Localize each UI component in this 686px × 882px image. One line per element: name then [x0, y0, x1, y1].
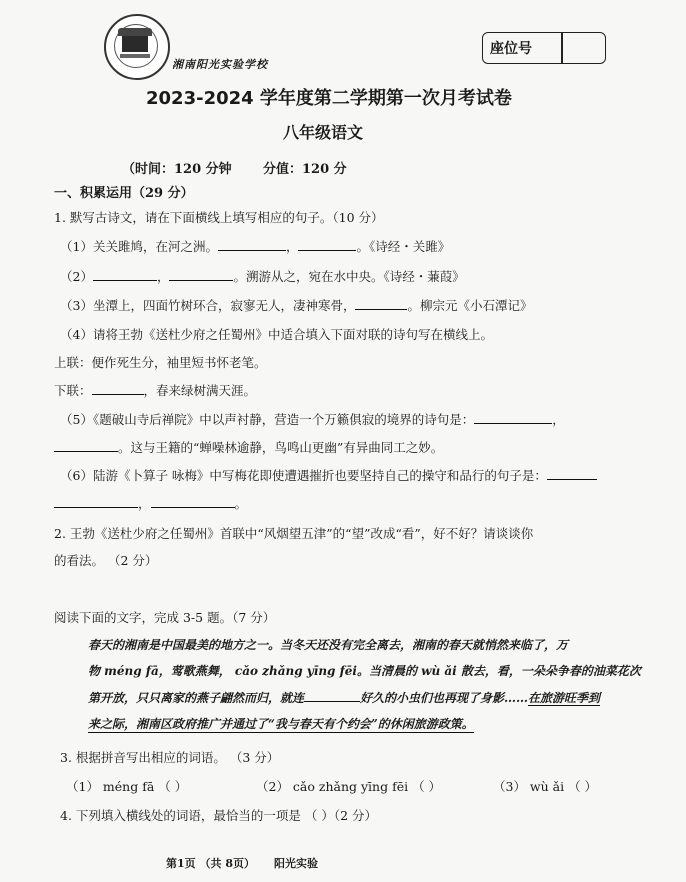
- seat-number-label: 座位号: [490, 41, 532, 57]
- answer-blank[interactable]: [151, 495, 235, 508]
- q1-item-6-prompt: （6）陆游《卜算子 咏梅》中写梅花即使遭遇摧折也要坚持自己的操守和品行的句子是：: [60, 468, 547, 483]
- answer-blank[interactable]: [54, 495, 138, 508]
- exam-score: 分值：120 分: [263, 162, 347, 177]
- answer-blank[interactable]: [93, 268, 157, 281]
- couplet-lower-text: ，春来绿树满天涯。: [143, 383, 257, 398]
- passage-line-3-b: 好久的小虫们也再现了身影……: [360, 691, 529, 705]
- question-2-cont: 的看法。 （2 分）: [54, 553, 158, 568]
- seat-number-box[interactable]: [482, 32, 606, 64]
- q1-item-5-prompt: （5）《题破山寺后禅院》中以声衬静，营造一个万籁俱寂的境界的诗句是：: [60, 412, 475, 427]
- q1-item-6-cont: [54, 494, 247, 512]
- q1-item-2: [60, 267, 465, 285]
- punct: 。: [234, 496, 248, 511]
- underlined-sentence: 在旅游旺季到: [528, 691, 601, 705]
- punct: ，: [285, 239, 299, 254]
- answer-blank[interactable]: [304, 689, 360, 702]
- logo-building: [122, 36, 148, 52]
- school-logo: [104, 14, 170, 80]
- q1-item-3-source: 。柳宗元《小石潭记》: [407, 298, 533, 313]
- couplet-lower-label: 下联：: [54, 383, 92, 398]
- question-2: 2. 王勃《送杜少府之任蜀州》首联中“风烟望五津”的“望”改成“看”，好不好？请谈谈你: [54, 526, 534, 541]
- passage-line-3: [88, 689, 600, 706]
- question-4: 4. 下列填入横线处的词语，最恰当的一项是 （ ）（2 分）: [60, 808, 378, 823]
- q1-item-2-prompt: （2）: [60, 269, 93, 284]
- q1-item-4: （4）请将王勃《送杜少府之任蜀州》中适合填入下面对联的诗句写在横线上。: [60, 327, 493, 342]
- q1-item-5: [60, 410, 565, 428]
- q3-item-1: （1） méng fā （ ）: [66, 779, 188, 794]
- exam-title: 2023-2024 学年度第二学期第一次月考试卷: [146, 88, 512, 109]
- exam-subtitle: 八年级语文: [283, 123, 364, 142]
- q1-item-5-note: 。这与王籍的“蝉噪林逾静，鸟鸣山更幽”有异曲同工之妙。: [118, 440, 444, 455]
- passage-line-1: 春天的湘南是中国最美的地方之一。当冬天还没有完全离去，湘南的春天就悄然来临了，万: [88, 638, 569, 652]
- q1-item-2-source: 。溯游从之，宛在水中央。《诗经・蒹葭》: [233, 269, 465, 284]
- q1-item-6: [60, 466, 597, 484]
- q1-item-5-cont: [54, 438, 443, 456]
- passage-line-3-a: 第开放，只只离家的燕子翩然而归，就连: [88, 691, 305, 705]
- punct: ，: [552, 412, 565, 427]
- q1-item-3-prompt: （3）坐潭上，四面竹树环合，寂寥无人，凄神寒骨，: [60, 298, 356, 313]
- reading-intro: 阅读下面的文字，完成 3-5 题。（7 分）: [54, 610, 276, 625]
- q1-item-1: [60, 237, 450, 255]
- answer-blank[interactable]: [54, 439, 118, 452]
- answer-blank[interactable]: [355, 297, 407, 310]
- exam-time: （时间：120 分钟: [122, 162, 232, 177]
- couplet-lower: [54, 381, 256, 399]
- question-1: 1. 默写古诗文，请在下面横线上填写相应的句子。（10 分）: [54, 210, 384, 225]
- q1-item-1-source: 。《诗经・关雎》: [356, 239, 451, 254]
- school-name: 湘南阳光实验学校: [172, 58, 268, 71]
- answer-blank[interactable]: [218, 238, 286, 251]
- answer-blank[interactable]: [92, 382, 144, 395]
- page-number: 第1页 （共 8页）: [166, 857, 255, 870]
- q1-item-3: [60, 296, 532, 314]
- question-3: 3. 根据拼音写出相应的词语。 （3 分）: [60, 750, 280, 765]
- q3-item-2: （2） cǎo zhǎng yīng fēi （ ）: [256, 779, 442, 794]
- punct: ，: [156, 269, 170, 284]
- q1-item-1-prompt: （1）关关雎鸠，在河之洲。: [60, 239, 218, 254]
- answer-blank[interactable]: [298, 238, 356, 251]
- section-heading: 一、积累运用（29 分）: [54, 186, 194, 201]
- passage-line-4: 来之际，湘南区政府推广并通过了“我与春天有个约会”的休闲旅游政策。: [88, 717, 474, 731]
- logo-roof: [118, 28, 152, 36]
- punct: ，: [138, 496, 151, 511]
- logo-base: [120, 54, 150, 58]
- passage-line-2: 物 méng fā，莺歌燕舞， cǎo zhǎng yīng fēi。当清晨的 wù ǎi 散去，看，一朵朵争春的油菜花次: [88, 664, 641, 678]
- answer-blank[interactable]: [547, 467, 597, 480]
- seat-box-divider: [561, 33, 563, 63]
- couplet-upper: 上联：便作死生分，袖里短书怀老笔。: [54, 355, 267, 370]
- answer-blank[interactable]: [474, 411, 552, 424]
- q3-item-3: （3） wù ǎi （ ）: [493, 779, 598, 794]
- footer-brand: 阳光实验: [274, 857, 318, 870]
- answer-blank[interactable]: [169, 268, 233, 281]
